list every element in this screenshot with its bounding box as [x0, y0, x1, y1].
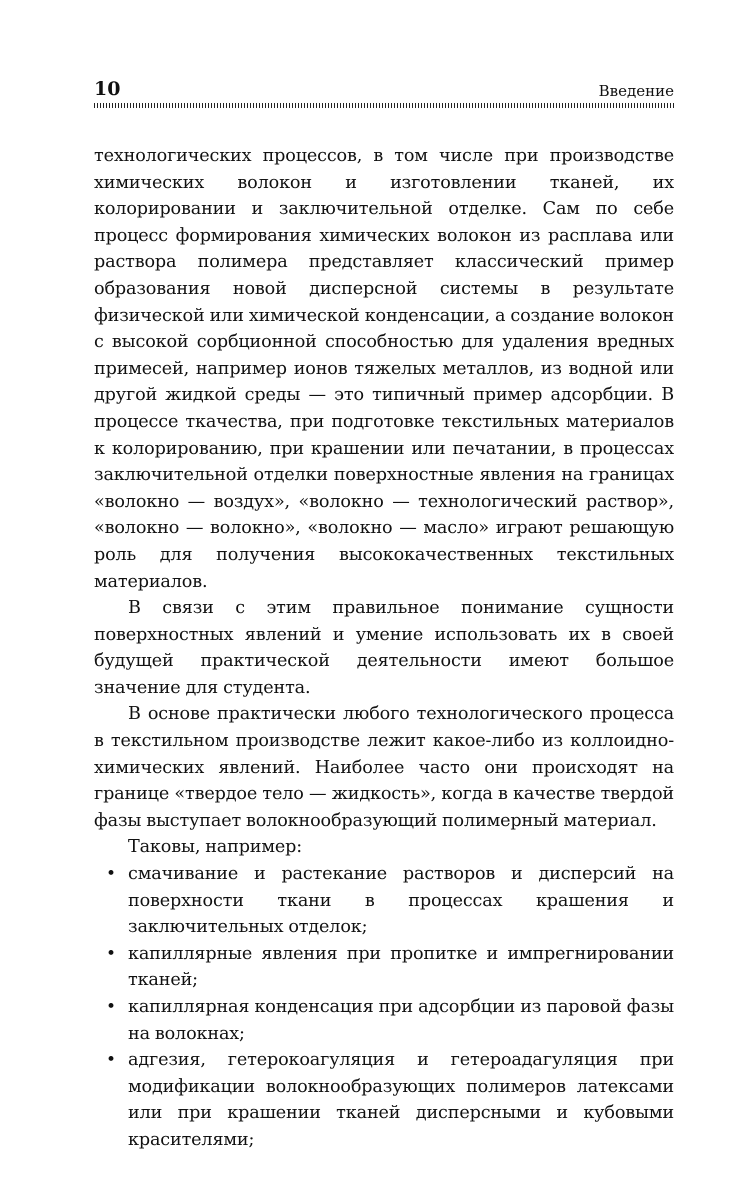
list-item: [94, 1047, 674, 1153]
bullet-list: [94, 861, 674, 1154]
list-item-text: капиллярные явления при пропитке и импрегнировании тканей;: [128, 943, 674, 991]
paragraph-continuation: технологических процессов, в том числе при производстве химических волокон и изготовлении тканей, их колорировании и заключительной отделке. Сам по себе процесс формирования химических волокон из расплава или раствора полимера представляет классический пример образования новой дисперсной системы в результате физической или химической конденсации, а создание волокон с высокой сорбционной способностью для удаления вредных примесей, например ионов тяжелых металлов, из водной или другой жидкой среды — это типичный пример адсорбции. В процессе ткачества, при подготовке текстильных материалов к колорированию, при крашении или печатании, в процессах заключительной отделки поверхностные явления на границах «волокно — воздух», «волокно — технологический раствор», «волокно — волокно», «волокно — масло» играют решающую роль для получения высококачественных текстильных материалов.: [94, 146, 674, 592]
list-item: [94, 994, 674, 1047]
paragraph: В основе практически любого технологического процесса в текстильном производстве лежит какое-либо из коллоидно-химических явлений. Наиболее часто они происходят на границе «твердое тело — жидкость», когда в качестве твердой фазы выступает волокнообразующий полимерный материал.: [94, 704, 674, 831]
body-text: [94, 143, 674, 1154]
bullet-icon: •: [106, 1050, 116, 1071]
bullet-icon: •: [106, 997, 116, 1017]
list-item-text: капиллярная конденсация при адсорбции из паровой фазы на волокнах;: [128, 997, 674, 1044]
running-head: Введение: [598, 82, 674, 100]
list-item: [94, 861, 674, 941]
list-item: [94, 941, 674, 994]
bullet-icon: •: [106, 943, 116, 964]
paragraph-list-intro: Таковы, например:: [128, 837, 303, 858]
list-item-text: смачивание и растекание растворов и дисперсий на поверхности ткани в процессах крашения и заключительных отделок;: [128, 864, 674, 938]
book-page: [94, 76, 674, 1150]
page-number: 10: [94, 78, 121, 100]
header-dotted-rule: [94, 103, 674, 108]
list-item-text: адгезия, гетерокоагуляция и гетероадагуляция при модификации волокнообразующих полимеров латексами или при крашении тканей дисперсными и кубовыми красителями;: [128, 1050, 674, 1150]
paragraph: В связи с этим правильное понимание сущности поверхностных явлений и умение использовать их в своей будущей практической деятельности имеют большое значение для студента.: [94, 598, 674, 698]
page-header: [94, 76, 674, 104]
bullet-icon: •: [106, 864, 116, 885]
